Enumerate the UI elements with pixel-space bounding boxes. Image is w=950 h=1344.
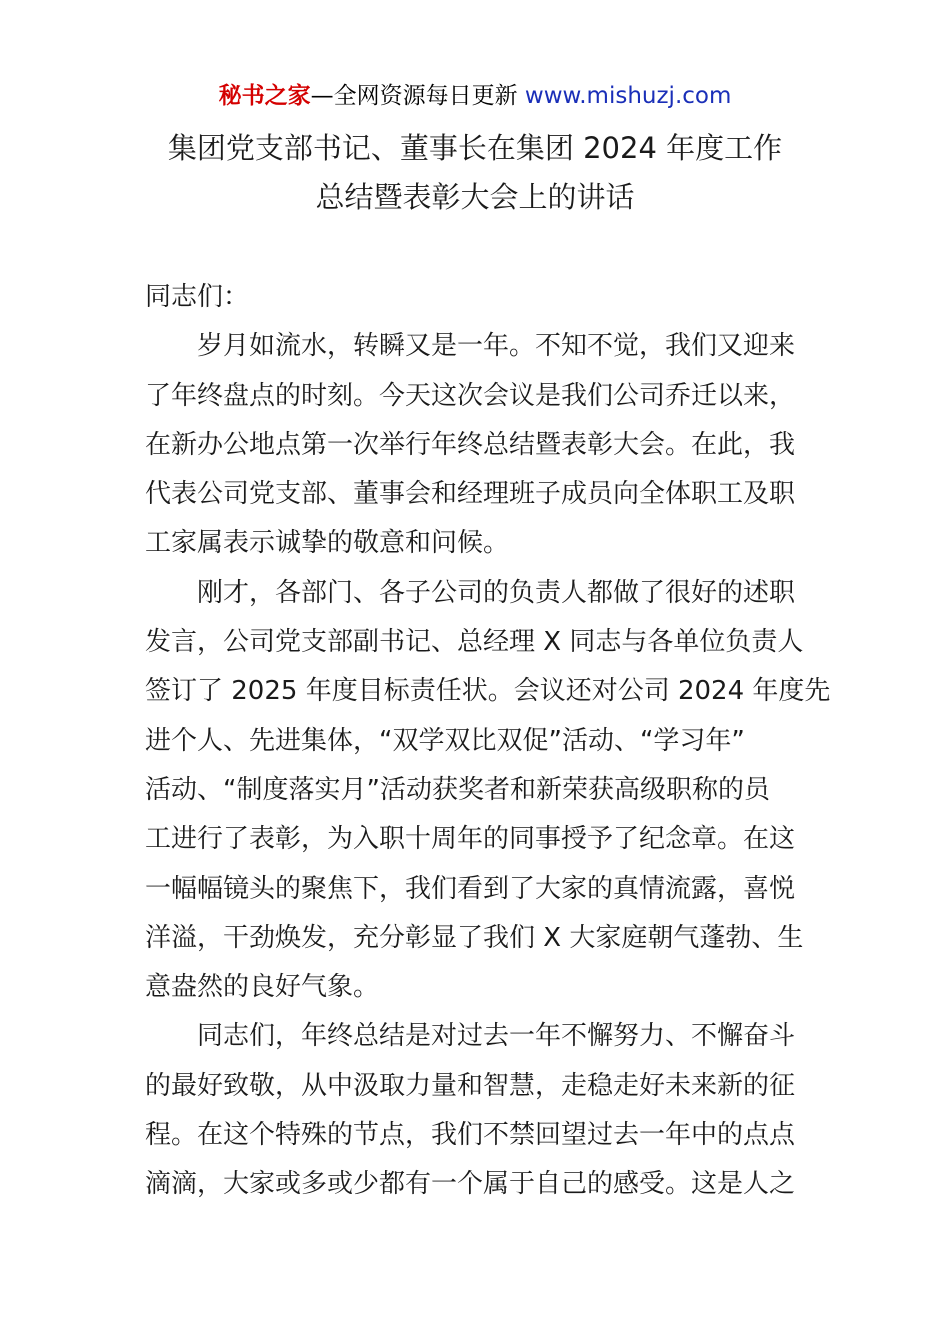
body-line: 程。在这个特殊的节点，我们不禁回望过去一年中的点点: [145, 1120, 796, 1151]
body-line: 发言，公司党支部副书记、总经理 X 同志与各单位负责人: [145, 627, 804, 658]
site-url-link[interactable]: www.mishuzj.com: [524, 83, 732, 109]
body-line: 了年终盘点的时刻。今天这次会议是我们公司乔迁以来，: [145, 380, 796, 411]
body-line: 代表公司党支部、董事会和经理班子成员向全体职工及职: [145, 479, 796, 510]
document-title-line-2: 总结暨表彰大会上的讲话: [315, 180, 635, 214]
brand-name: 秘书之家: [218, 83, 311, 109]
banner-tagline: —全网资源每日更新: [310, 83, 525, 109]
body-line: 工进行了表彰，为入职十周年的同事授予了纪念章。在这: [145, 824, 796, 855]
salutation: 同志们：: [145, 282, 250, 312]
body-line: 活动、“制度落实月”活动获奖者和新荣获高级职称的员: [145, 774, 770, 805]
body-line: 意盎然的良好气象。: [145, 972, 380, 1003]
body-line: 一幅幅镜头的聚焦下，我们看到了大家的真情流露，喜悦: [145, 873, 796, 904]
body-line: 刚才，各部门、各子公司的负责人都做了很好的述职: [197, 577, 796, 608]
body-line: 同志们，年终总结是对过去一年不懈努力、不懈奋斗: [197, 1021, 796, 1052]
document-title-line-1: 集团党支部书记、董事长在集团 2024 年度工作: [167, 131, 783, 165]
body-line: 在新办公地点第一次举行年终总结暨表彰大会。在此，我: [145, 429, 796, 460]
body-line: 签订了 2025 年度目标责任状。会议还对公司 2024 年度先: [145, 676, 831, 707]
body-line: 的最好致敬，从中汲取力量和智慧，走稳走好未来新的征: [145, 1070, 796, 1101]
body-line: 洋溢，干劲焕发，充分彰显了我们 X 大家庭朝气蓬勃、生: [145, 922, 804, 953]
speech-body: [145, 280, 831, 1217]
body-line: 进个人、先进集体，“双学双比双促”活动、“学习年”: [145, 725, 745, 756]
body-line: 滴滴，大家或多或少都有一个属于自己的感受。这是人之: [145, 1169, 796, 1200]
body-line: 工家属表示诚挚的敬意和问候。: [145, 528, 510, 559]
body-line: 岁月如流水，转瞬又是一年。不知不觉，我们又迎来: [197, 331, 796, 362]
site-banner: [0, 80, 950, 112]
